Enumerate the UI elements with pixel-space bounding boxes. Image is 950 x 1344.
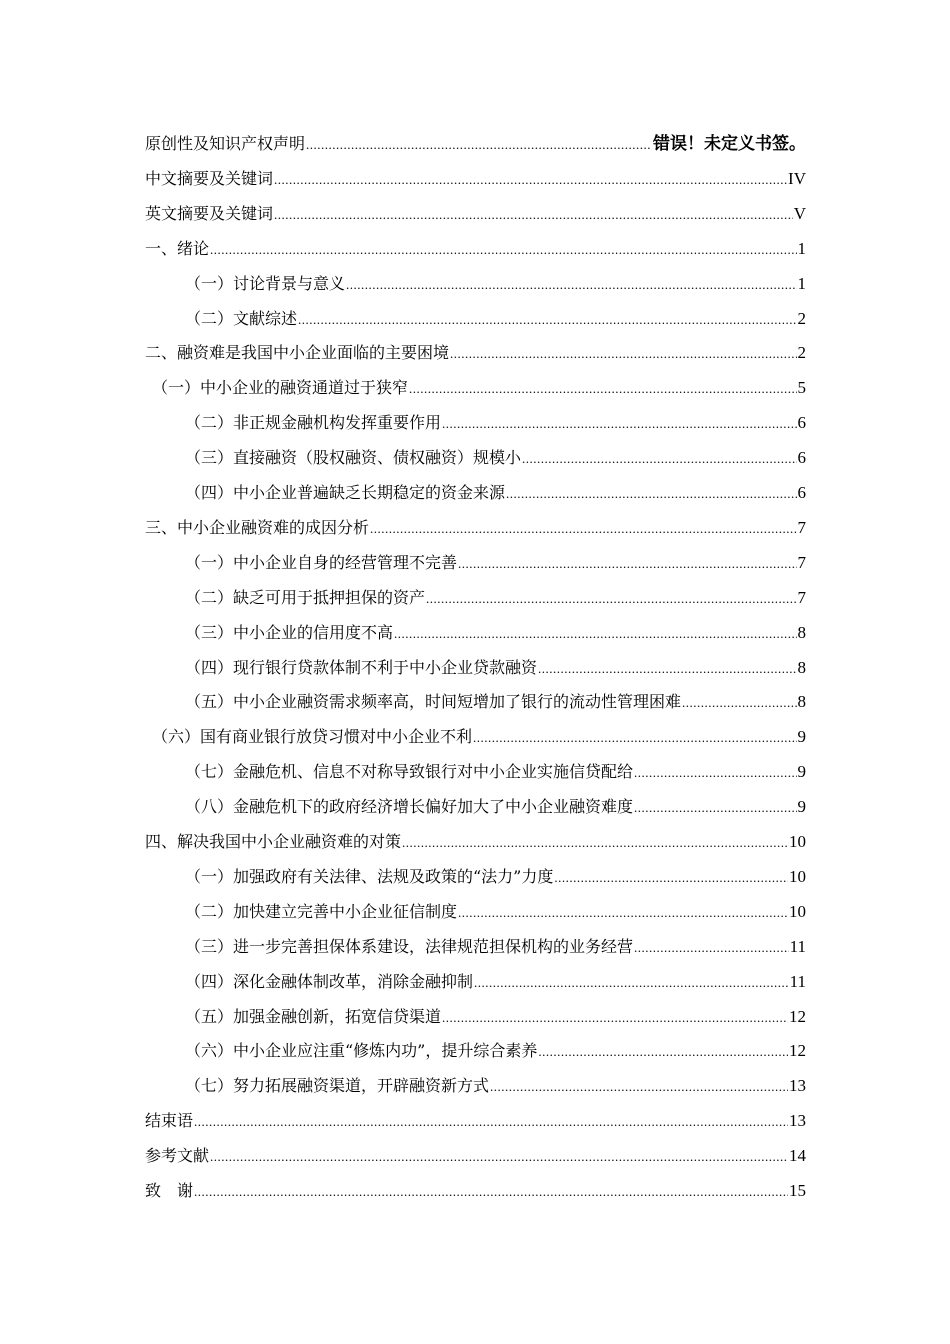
- toc-entry-title: （一）中小企业的融资通道过于狭窄: [152, 378, 409, 398]
- toc-entry[interactable]: [185, 794, 806, 820]
- toc-dot-leader: [634, 795, 796, 821]
- toc-dot-leader: [458, 900, 788, 926]
- toc-dot-leader: [474, 970, 789, 996]
- toc-entry[interactable]: [185, 410, 806, 436]
- toc-entry-title: （六）中小企业应注重“修炼内功”，提升综合素养: [185, 1041, 538, 1061]
- toc-dot-leader: [402, 830, 788, 856]
- toc-entry-page: 1: [797, 273, 806, 293]
- toc-entry-title: （三）中小企业的信用度不高: [185, 622, 394, 642]
- toc-entry-title: 二、融资难是我国中小企业面临的主要困境: [145, 343, 450, 363]
- toc-entry-page: 15: [789, 1181, 806, 1200]
- toc-dot-leader: [682, 690, 796, 716]
- toc-entry-title: （六）国有商业银行放贷习惯对中小企业不利: [152, 727, 473, 747]
- toc-entry[interactable]: [185, 271, 806, 297]
- toc-dot-leader: [394, 621, 796, 647]
- toc-entry-page: 8: [797, 657, 806, 677]
- toc-entry-page: 8: [797, 692, 806, 712]
- toc-entry[interactable]: [185, 1073, 806, 1099]
- toc-dot-leader: [370, 516, 796, 542]
- toc-entry[interactable]: [185, 689, 806, 715]
- toc-dot-leader: [522, 446, 796, 472]
- toc-entry-page: 7: [797, 552, 806, 572]
- toc-entry-page: 14: [789, 1146, 806, 1166]
- toc-entry-title: 中文摘要及关键词: [145, 168, 274, 188]
- toc-dot-leader: [274, 202, 793, 228]
- toc-entry-page: 5: [797, 378, 806, 398]
- toc-entry-title: 一、绪论: [145, 238, 210, 258]
- toc-entry-page: 错误！未定义书签。: [653, 134, 806, 154]
- toc-entry-page: 7: [797, 517, 806, 537]
- toc-entry-page: 9: [797, 762, 806, 782]
- toc-entry[interactable]: [185, 934, 806, 960]
- toc-entry[interactable]: [152, 375, 806, 401]
- toc-dot-leader: [490, 1074, 788, 1100]
- toc-entry-page: 9: [797, 797, 806, 817]
- toc-dot-leader: [346, 272, 796, 298]
- toc-entry[interactable]: [145, 131, 806, 157]
- toc-entry[interactable]: [185, 655, 806, 681]
- toc-dot-leader: [506, 481, 796, 507]
- toc-entry-page: 6: [797, 483, 806, 502]
- toc-dot-leader: [274, 167, 787, 193]
- toc-entry[interactable]: [145, 515, 806, 541]
- toc-entry[interactable]: [145, 1143, 806, 1169]
- toc-entry-title: 致 谢: [145, 1181, 194, 1200]
- toc-entry-title: 四、解决我国中小企业融资难的对策: [145, 832, 402, 851]
- toc-dot-leader: [538, 656, 796, 682]
- toc-entry-page: 6: [797, 448, 806, 468]
- toc-entry-title: （四）深化金融体制改革，消除金融抑制: [185, 971, 474, 991]
- toc-dot-leader: [298, 307, 796, 333]
- toc-entry-title: （二）文献综述: [185, 308, 298, 328]
- toc-entry-page: 2: [797, 343, 806, 363]
- toc-entry[interactable]: [185, 445, 806, 471]
- toc-entry[interactable]: [185, 1004, 806, 1030]
- toc-entry[interactable]: [185, 306, 806, 332]
- toc-entry-title: （二）缺乏可用于抵押担保的资产: [185, 587, 426, 607]
- toc-dot-leader: [210, 237, 796, 263]
- toc-dot-leader: [426, 586, 796, 612]
- toc-entry-title: 原创性及知识产权声明: [145, 134, 306, 153]
- toc-entry-page: IV: [788, 168, 806, 188]
- toc-dot-leader: [194, 1109, 788, 1135]
- toc-entry[interactable]: [185, 1038, 806, 1064]
- toc-entry-page: 7: [797, 587, 806, 607]
- toc-entry[interactable]: [185, 480, 806, 506]
- toc-entry-title: （七）努力拓展融资渠道，开辟融资新方式: [185, 1076, 490, 1096]
- toc-entry[interactable]: [185, 620, 806, 646]
- toc-dot-leader: [634, 935, 789, 961]
- toc-entry-page: 11: [789, 936, 806, 956]
- toc-entry-title: （五）加强金融创新，拓宽信贷渠道: [185, 1006, 442, 1026]
- toc-entry-title: （四）中小企业普遍缺乏长期稳定的资金来源: [185, 483, 506, 502]
- toc-entry-title: 英文摘要及关键词: [145, 203, 274, 223]
- toc-dot-leader: [538, 1039, 788, 1065]
- toc-dot-leader: [458, 551, 796, 577]
- toc-entry[interactable]: [185, 585, 806, 611]
- toc-dot-leader: [194, 1179, 788, 1205]
- toc-entry-title: （一）中小企业自身的经营管理不完善: [185, 552, 458, 572]
- toc-entry-page: V: [793, 203, 806, 223]
- toc-entry-title: （三）进一步完善担保体系建设，法律规范担保机构的业务经营: [185, 936, 634, 956]
- toc-entry-title: 结束语: [145, 1111, 194, 1131]
- toc-dot-leader: [442, 1005, 788, 1031]
- toc-dot-leader: [306, 132, 652, 158]
- toc-entry[interactable]: [185, 550, 806, 576]
- toc-dot-leader: [450, 341, 796, 367]
- toc-entry-page: 2: [797, 308, 806, 328]
- toc-entry-title: （二）非正规金融机构发挥重要作用: [185, 413, 442, 433]
- toc-entry-title: （一）加强政府有关法律、法规及政策的“法力”力度: [185, 866, 554, 886]
- toc-entry[interactable]: [152, 724, 806, 750]
- toc-dot-leader: [473, 725, 796, 751]
- toc-entry[interactable]: [185, 864, 806, 890]
- toc-entry-page: 12: [789, 1041, 806, 1061]
- toc-entry[interactable]: [145, 201, 806, 227]
- toc-entry-title: （八）金融危机下的政府经济增长偏好加大了中小企业融资难度: [185, 797, 634, 817]
- toc-entry-page: 6: [797, 413, 806, 433]
- toc-entry-title: （一）讨论背景与意义: [185, 273, 346, 293]
- toc-dot-leader: [634, 760, 796, 786]
- toc-dot-leader: [554, 865, 788, 891]
- toc-entry-title: （四）现行银行贷款体制不利于中小企业贷款融资: [185, 657, 538, 677]
- toc-dot-leader: [210, 1144, 788, 1170]
- toc-entry-page: 12: [789, 1006, 806, 1026]
- toc-entry[interactable]: [145, 236, 806, 262]
- toc-entry-page: 8: [797, 622, 806, 642]
- toc-entry-page: 11: [789, 971, 806, 991]
- toc-entry-title: （七）金融危机、信息不对称导致银行对中小企业实施信贷配给: [185, 762, 634, 782]
- toc-dot-leader: [442, 411, 796, 437]
- toc-entry-title: 三、中小企业融资难的成因分析: [145, 517, 370, 537]
- toc-entry[interactable]: [185, 969, 806, 995]
- toc-entry[interactable]: [185, 759, 806, 785]
- toc-entry[interactable]: [145, 1178, 806, 1204]
- toc-entry-title: 参考文献: [145, 1146, 210, 1166]
- toc-entry-title: （五）中小企业融资需求频率高，时间短增加了银行的流动性管理困难: [185, 692, 682, 712]
- toc-dot-leader: [409, 376, 796, 402]
- toc-entry-page: 10: [789, 901, 806, 921]
- toc-entry-title: （三）直接融资（股权融资、债权融资）规模小: [185, 448, 522, 468]
- toc-entry-page: 9: [797, 727, 806, 747]
- toc-entry-title: （二）加快建立完善中小企业征信制度: [185, 901, 458, 921]
- toc-entry[interactable]: [145, 829, 806, 855]
- toc-entry-page: 13: [789, 1076, 806, 1096]
- toc-entry[interactable]: [145, 166, 806, 192]
- toc-entry-page: 10: [789, 866, 806, 886]
- toc-entry[interactable]: [185, 899, 806, 925]
- toc-entry-page: 13: [789, 1111, 806, 1131]
- toc-entry[interactable]: [145, 1108, 806, 1134]
- toc-entry-page: 1: [797, 238, 806, 258]
- toc-entry[interactable]: [145, 340, 806, 366]
- toc-entry-page: 10: [789, 832, 806, 851]
